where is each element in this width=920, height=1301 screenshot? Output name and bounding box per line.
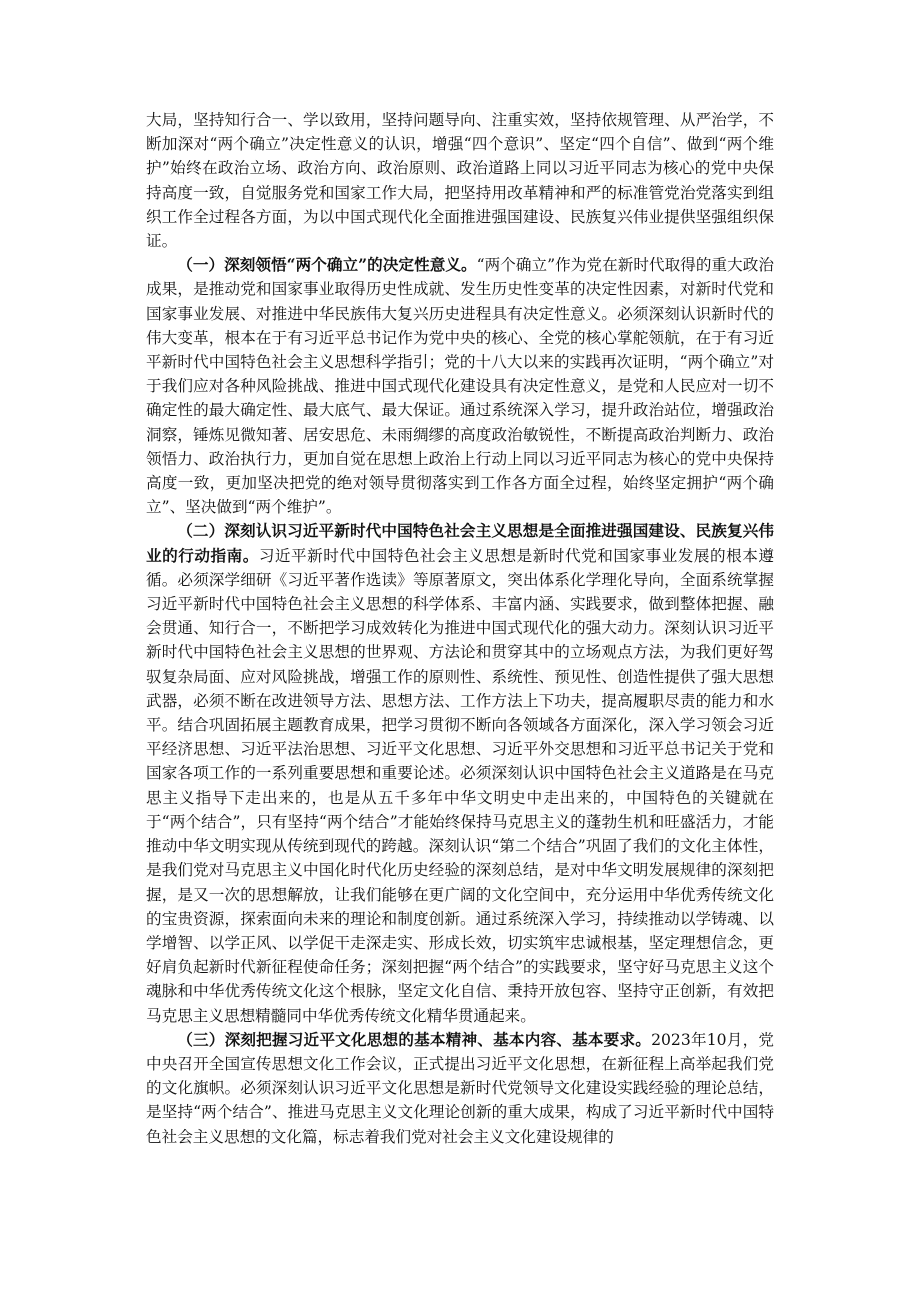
paragraph-section-1 <box>146 253 774 519</box>
section-heading: （二）深刻认识习近平新时代中国特色社会主义思想是全面推进强国建设、民族复兴伟业的行动指南。 <box>146 521 774 565</box>
paragraph-continuation <box>146 108 774 253</box>
section-heading: （三）深刻把握习近平文化思想的基本精神、基本内容、基本要求。 <box>177 1029 652 1049</box>
paragraph-section-2 <box>146 519 774 1027</box>
paragraph-body: 大局，坚持知行合一、学以致用，坚持问题导向、注重实效，坚持依规管理、从严治学，不断加深对“两个确立”决定性意义的认识，增强“四个意识”、坚定“四个自信”、做到“两个维护”始终在政治立场、政治方向、政治原则、政治道路上同以习近平同志为核心的党中央保持高度一致，自觉服务党和国家工作大局，把坚持用改革精神和严的标准管党治党落实到组织工作全过程各方面，为以中国式现代化全面推进强国建设、民族复兴伟业提供坚强组织保证。 <box>146 111 774 251</box>
paragraph-body: 习近平新时代中国特色社会主义思想是新时代党和国家事业发展的根本遵循。必须深学细研《习近平著作选读》等原著原文，突出体系化学理化导向，全面系统掌握习近平新时代中国特色社会主义思想的科学体系、丰富内涵、实践要求，做到整体把握、融会贯通、知行合一，不断把学习成效转化为推进中国式现代化的强大动力。深刻认识习近平新时代中国特色社会主义思想的世界观、方法论和贯穿其中的立场观点方法，为我们更好驾驭复杂局面、应对风险挑战，增强工作的原则性、系统性、预见性、创造性提供了强大思想武器，必须不断在改进领导方法、思想方法、工作方法上下功夫，提高履职尽责的能力和水平。结合巩固拓展主题教育成果，把学习贯彻不断向各领域各方面深化，深入学习领会习近平经济思想、习近平法治思想、习近平文化思想、习近平外交思想和习近平总书记关于党和国家各项工作的一系列重要思想和重要论述。必须深刻认识中国特色社会主义道路是在马克思主义指导下走出来的，也是从五千多年中华文明史中走出来的，中国特色的关键就在于“两个结合”，只有坚持“两个结合”才能始终保持马克思主义的蓬勃生机和旺盛活力，才能推动中华文明实现从传统到现代的跨越。深刻认识“第二个结合”巩固了我们的文化主体性，是我们党对马克思主义中国化时代化历史经验的深刻总结，是对中华文明发展规律的深刻把握，是又一次的思想解放，让我们能够在更广阔的文化空间中，充分运用中华优秀传统文化的宝贵资源，探索面向未来的理论和制度创新。通过系统深入学习，持续推动以学铸魂、以学增智、以学正风、以学促干走深走实、形成长效，切实筑牢忠诚根基，坚定理想信念，更好肩负起新时代新征程使命任务；深刻把握“两个结合”的实践要求，坚守好马克思主义这个魂脉和中华优秀传统文化这个根脉，坚定文化自信、秉持开放包容、坚持守正创新，有效把马克思主义思想精髓同中华优秀传统文化精华贯通起来。 <box>146 546 774 1025</box>
paragraph-section-3 <box>146 1028 774 1149</box>
paragraph-body: “两个确立”作为党在新时代取得的重大政治成果，是推动党和国家事业取得历史性成就、发生历史性变革的决定性因素，对新时代党和国家事业发展、对推进中华民族伟大复兴历史进程具有决定性意义。必须深刻认识新时代的伟大变革，根本在于有习近平总书记作为党中央的核心、全党的核心掌舵领航，在于有习近平新时代中国特色社会主义思想科学指引；党的十八大以来的实践再次证明，“两个确立”对于我们应对各种风险挑战、推进中国式现代化建设具有决定性意义，是党和人民应对一切不确定性的最大确定性、最大底气、最大保证。通过系统深入学习，提升政治站位，增强政治洞察，锤炼见微知著、居安思危、未雨绸缪的高度政治敏锐性，不断提高政治判断力、政治领悟力、政治执行力，更加自觉在思想上政治上行动上同以习近平同志为核心的党中央保持高度一致，更加坚决把党的绝对领导贯彻落实到工作各方面全过程，始终坚定拥护“两个确立”、坚决做到“两个维护”。 <box>146 256 774 517</box>
section-heading: （一）深刻领悟“两个确立”的决定性意义。 <box>177 255 477 275</box>
document-page <box>146 108 774 1149</box>
paragraph-body: 2023年10月，党中央召开全国宣传思想文化工作会议，正式提出习近平文化思想，在新征程上高举起我们党的文化旗帜。必须深刻认识习近平文化思想是新时代党领导文化建设实践经验的理论总结，是坚持“两个结合”、推进马克思主义文化理论创新的重大成果，构成了习近平新时代中国特色社会主义思想的文化篇，标志着我们党对社会主义文化建设规律的 <box>146 1030 774 1146</box>
